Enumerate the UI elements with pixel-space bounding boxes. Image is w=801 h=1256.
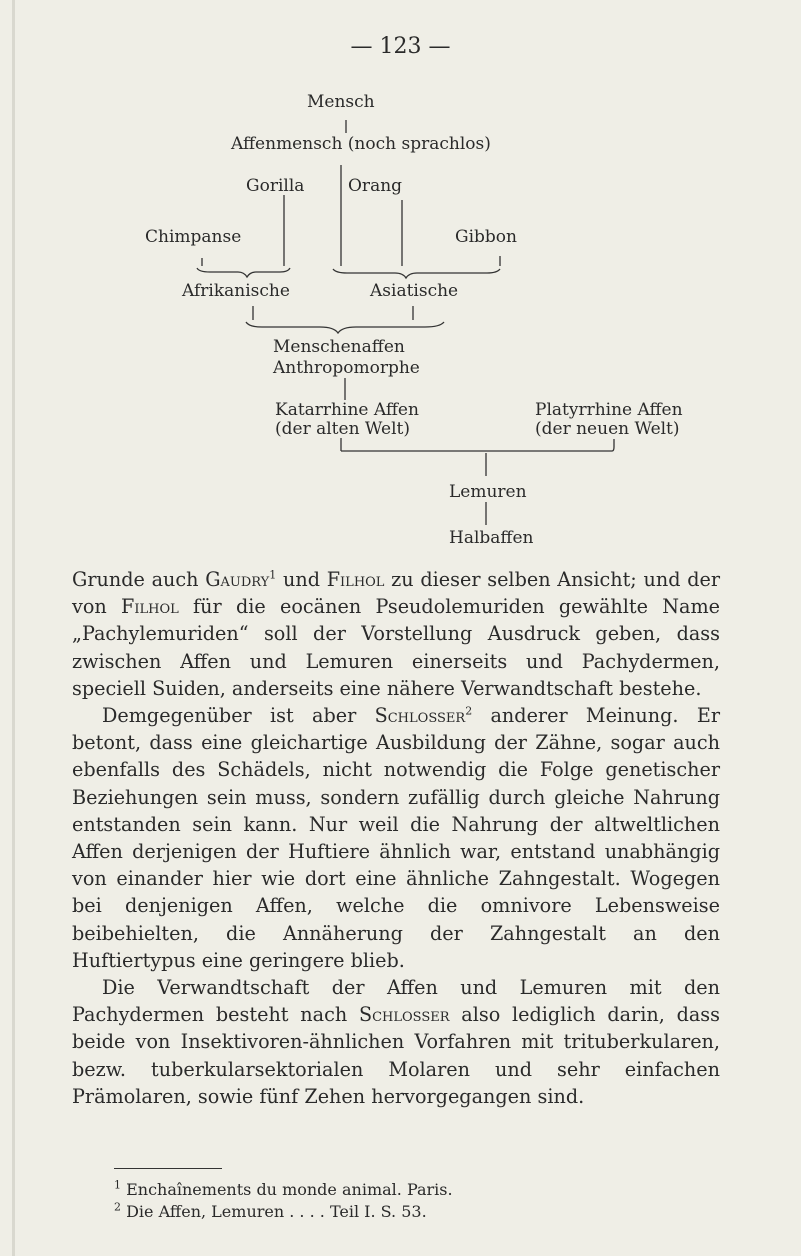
footnote-ref: 2 bbox=[465, 704, 473, 718]
author-name: Schlosser bbox=[358, 1003, 450, 1027]
author-name: Gaudry bbox=[205, 568, 270, 591]
paragraph-1: Grunde auch Gaudry$^1$ und Filhol zu dieser selben Ansicht; und der von Filhol für die eocänen Pseudolemuriden gewählte Name „Pachylemuriden“ soll der Vorstellung Ausdruck geben, dass zwischen Affen und Lemuren einerseits und Pachydermen, speciell Suiden, anderseits eine nähere Verwandtschaft bestehe. bbox=[72, 568, 721, 700]
author-name: Filhol bbox=[326, 568, 385, 591]
footnote-rule bbox=[114, 1168, 222, 1169]
tree-node-gorilla: Gorilla bbox=[246, 176, 305, 196]
tree-node-orang: Orang bbox=[348, 176, 403, 196]
tree-node-katarrhine-subtitle: (der alten Welt) bbox=[275, 419, 410, 439]
author-name: Schlosser bbox=[374, 704, 466, 728]
paragraph-3: Die Verwandtschaft der Affen und Lemuren mit den Pachydermen besteht nach Schlosser also lediglich darin, dass beide von Insektivoren-ähnlichen Vorfahren mit trituberkularen, bezw. tuberkularsektorialen Molaren und sehr einfachen Prämolaren, sowie fünf Zehen hervorgegangen sind. bbox=[72, 976, 720, 1108]
tree-node-mensch: Mensch bbox=[307, 92, 375, 112]
tree-node-katarrhine: Katarrhine Affen bbox=[275, 400, 419, 420]
footnote-2: $^2$ Die Affen, Lemuren . . . . Teil I. S. 53. bbox=[114, 1200, 427, 1221]
tree-node-affenmensch: Affenmensch (noch sprachlos) bbox=[231, 134, 491, 154]
tree-node-platyrrhine-subtitle: (der neuen Welt) bbox=[535, 419, 680, 439]
tree-node-platyrrhine: Platyrrhine Affen bbox=[535, 400, 683, 420]
tree-node-menschenaffen: Menschenaffen bbox=[273, 337, 405, 357]
footnote-1: $^1$ Enchaînements du monde animal. Paris. bbox=[114, 1178, 453, 1199]
tree-node-afrikanische: Afrikanische bbox=[182, 281, 290, 301]
tree-node-lemuren: Lemuren bbox=[449, 482, 527, 502]
phylogenetic-tree-diagram bbox=[0, 0, 801, 560]
tree-node-halbaffen: Halbaffen bbox=[449, 528, 534, 548]
tree-node-asiatische: Asiatische bbox=[370, 281, 459, 301]
author-name: Filhol bbox=[121, 595, 179, 619]
tree-node-anthropomorphe: Anthropomorphe bbox=[273, 358, 420, 378]
tree-node-gibbon: Gibbon bbox=[455, 227, 517, 247]
tree-node-chimpanse: Chimpanse bbox=[145, 227, 242, 247]
footnote-ref: 1 bbox=[269, 568, 277, 582]
page-number: — 123 — bbox=[350, 34, 451, 59]
paragraph-2: Demgegenüber ist aber Schlosser$^2$ anderer Meinung. Er betont, dass eine gleichartige Ausbildung der Zähne, sogar auch ebenfalls des Schädels, nicht notwendig die Folge genetischer Beziehungen sein muss, sondern zufällig durch gleiche Nahrung entstanden sein kann. Nur weil die Nahrung der altweltlichen Affen derjenigen der Huftiere ähnlich war, entstand unabhängig von einander hier wie dort eine ähnliche Zahngestalt. Wogegen bei denjenigen Affen, welche die omnivore Lebensweise beibehielten, die Annäherung der Zahngestalt an den Huftiertypus eine geringere blieb. bbox=[72, 704, 720, 972]
body-text bbox=[72, 566, 720, 1110]
